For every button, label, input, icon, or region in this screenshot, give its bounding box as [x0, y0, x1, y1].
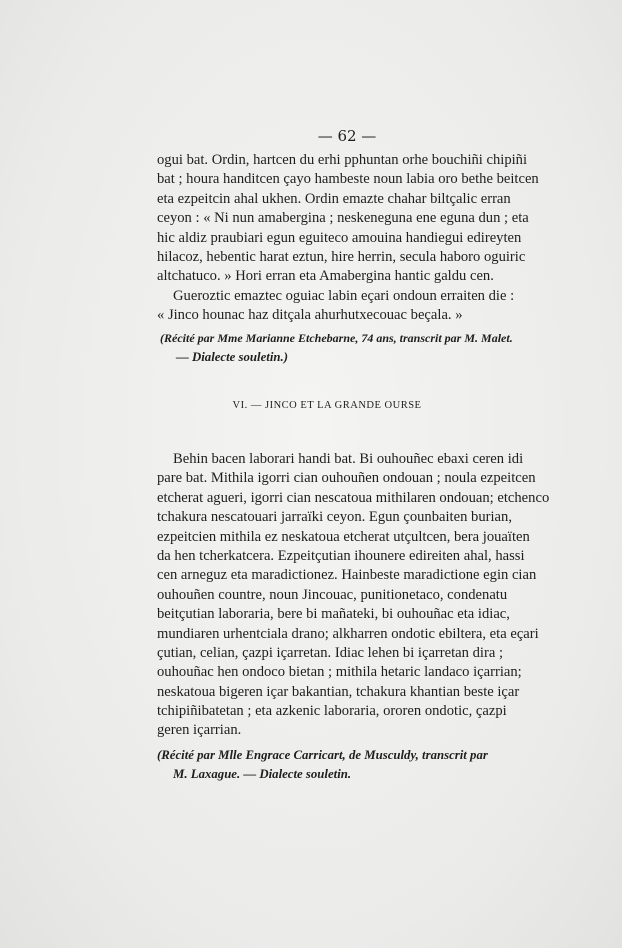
section-heading: VI. — JINCO ET LA GRANDE OURSE: [232, 400, 422, 411]
text-line: tchipiñibatetan ; eta azkenic laboraria, ororen ondotic, çazpi: [157, 703, 507, 720]
paragraph-3: [157, 450, 550, 741]
citation-2: [157, 746, 488, 784]
text-line: geren içarrian.: [157, 722, 242, 739]
citation-line: — Dialecte souletin.): [176, 350, 288, 364]
text-line: tchakura nescatouari jarraïki ceyon. Egun çounbaiten burian,: [157, 509, 512, 526]
text-line: hilacoz, hebentic harat eztun, hire herrin, secula haboro oguiric: [157, 248, 526, 265]
text-line: Behin bacen laborari handi bat. Bi ouhouñec ebaxi ceren idi: [173, 451, 524, 467]
text-line: bat ; houra handitcen çayo hambeste noun labia oro bethe beitcen: [157, 171, 539, 188]
citation-1: [160, 329, 513, 367]
text-line: mundiaren urhentciala drano; alkharren ondotic ebiltera, eta eçari: [157, 625, 539, 642]
citation-line: (Récité par Mme Marianne Etchebarne, 74 ans, transcrit par M. Malet.: [160, 331, 513, 345]
citation-line: (Récité par Mlle Engrace Carricart, de Musculdy, transcrit par: [157, 748, 488, 762]
text-line: cen arneguz eta maradictionez. Hainbeste maradictione egin cian: [157, 567, 537, 584]
text-line: ogui bat. Ordin, hartcen du erhi pphuntan orhe bouchiñi chipiñi: [157, 152, 528, 168]
page-number: — 62 —: [317, 127, 377, 145]
citation-line: M. Laxague. — Dialecte souletin.: [173, 767, 352, 781]
text-line: ezpeitcien mithila ez neskatoua etcherat utçultcen, bera jouaïten: [157, 528, 530, 545]
text-line: neskatoua bigeren içar bakantian, tchakura khantian beste içar: [157, 683, 520, 700]
text-line: hic aldiz praubiari egun eguiteco amouina handiegui edireyten: [157, 229, 522, 246]
text-line: ouhouñen countre, noun Jincouac, punitionetaco, condenatu: [157, 586, 508, 603]
text-line: etcherat agueri, igorri cian nescatoua mithilaren ondouan; etchenco: [157, 489, 550, 506]
text-line: « Jinco hounac haz ditçala ahurhutxecouac beçala. »: [157, 307, 463, 324]
text-line: Gueroztic emaztec oguiac labin eçari ondoun erraiten die :: [173, 287, 515, 304]
text-line: çutian, celian, çazpi içarretan. Idiac lehen bi içarretan dira ;: [157, 644, 503, 661]
text-line: ouhouñac hen ondoco bietan ; mithila hetaric landaco içarrian;: [157, 664, 522, 681]
text-line: pare bat. Mithila igorri cian ouhouñen ondouan ; noula ezpeitcen: [157, 470, 536, 487]
text-line: da hen tcherkatcera. Ezpeitçutian ihounere edireiten ahal, hassi: [157, 547, 525, 564]
text-line: ceyon : « Ni nun amabergina ; neskeneguna ene eguna dun ; eta: [157, 210, 529, 227]
text-line: altchatuco. » Hori erran eta Amabergina hantic galdu cen.: [157, 268, 494, 285]
text-line: beitçutian laboraria, bere bi mañateki, bi ouhouñac eta idiac,: [157, 606, 510, 623]
paragraph-1: [157, 151, 539, 326]
text-line: eta ezpeitcin ahal ukhen. Ordin emazte chahar biltçalic erran: [157, 190, 511, 207]
